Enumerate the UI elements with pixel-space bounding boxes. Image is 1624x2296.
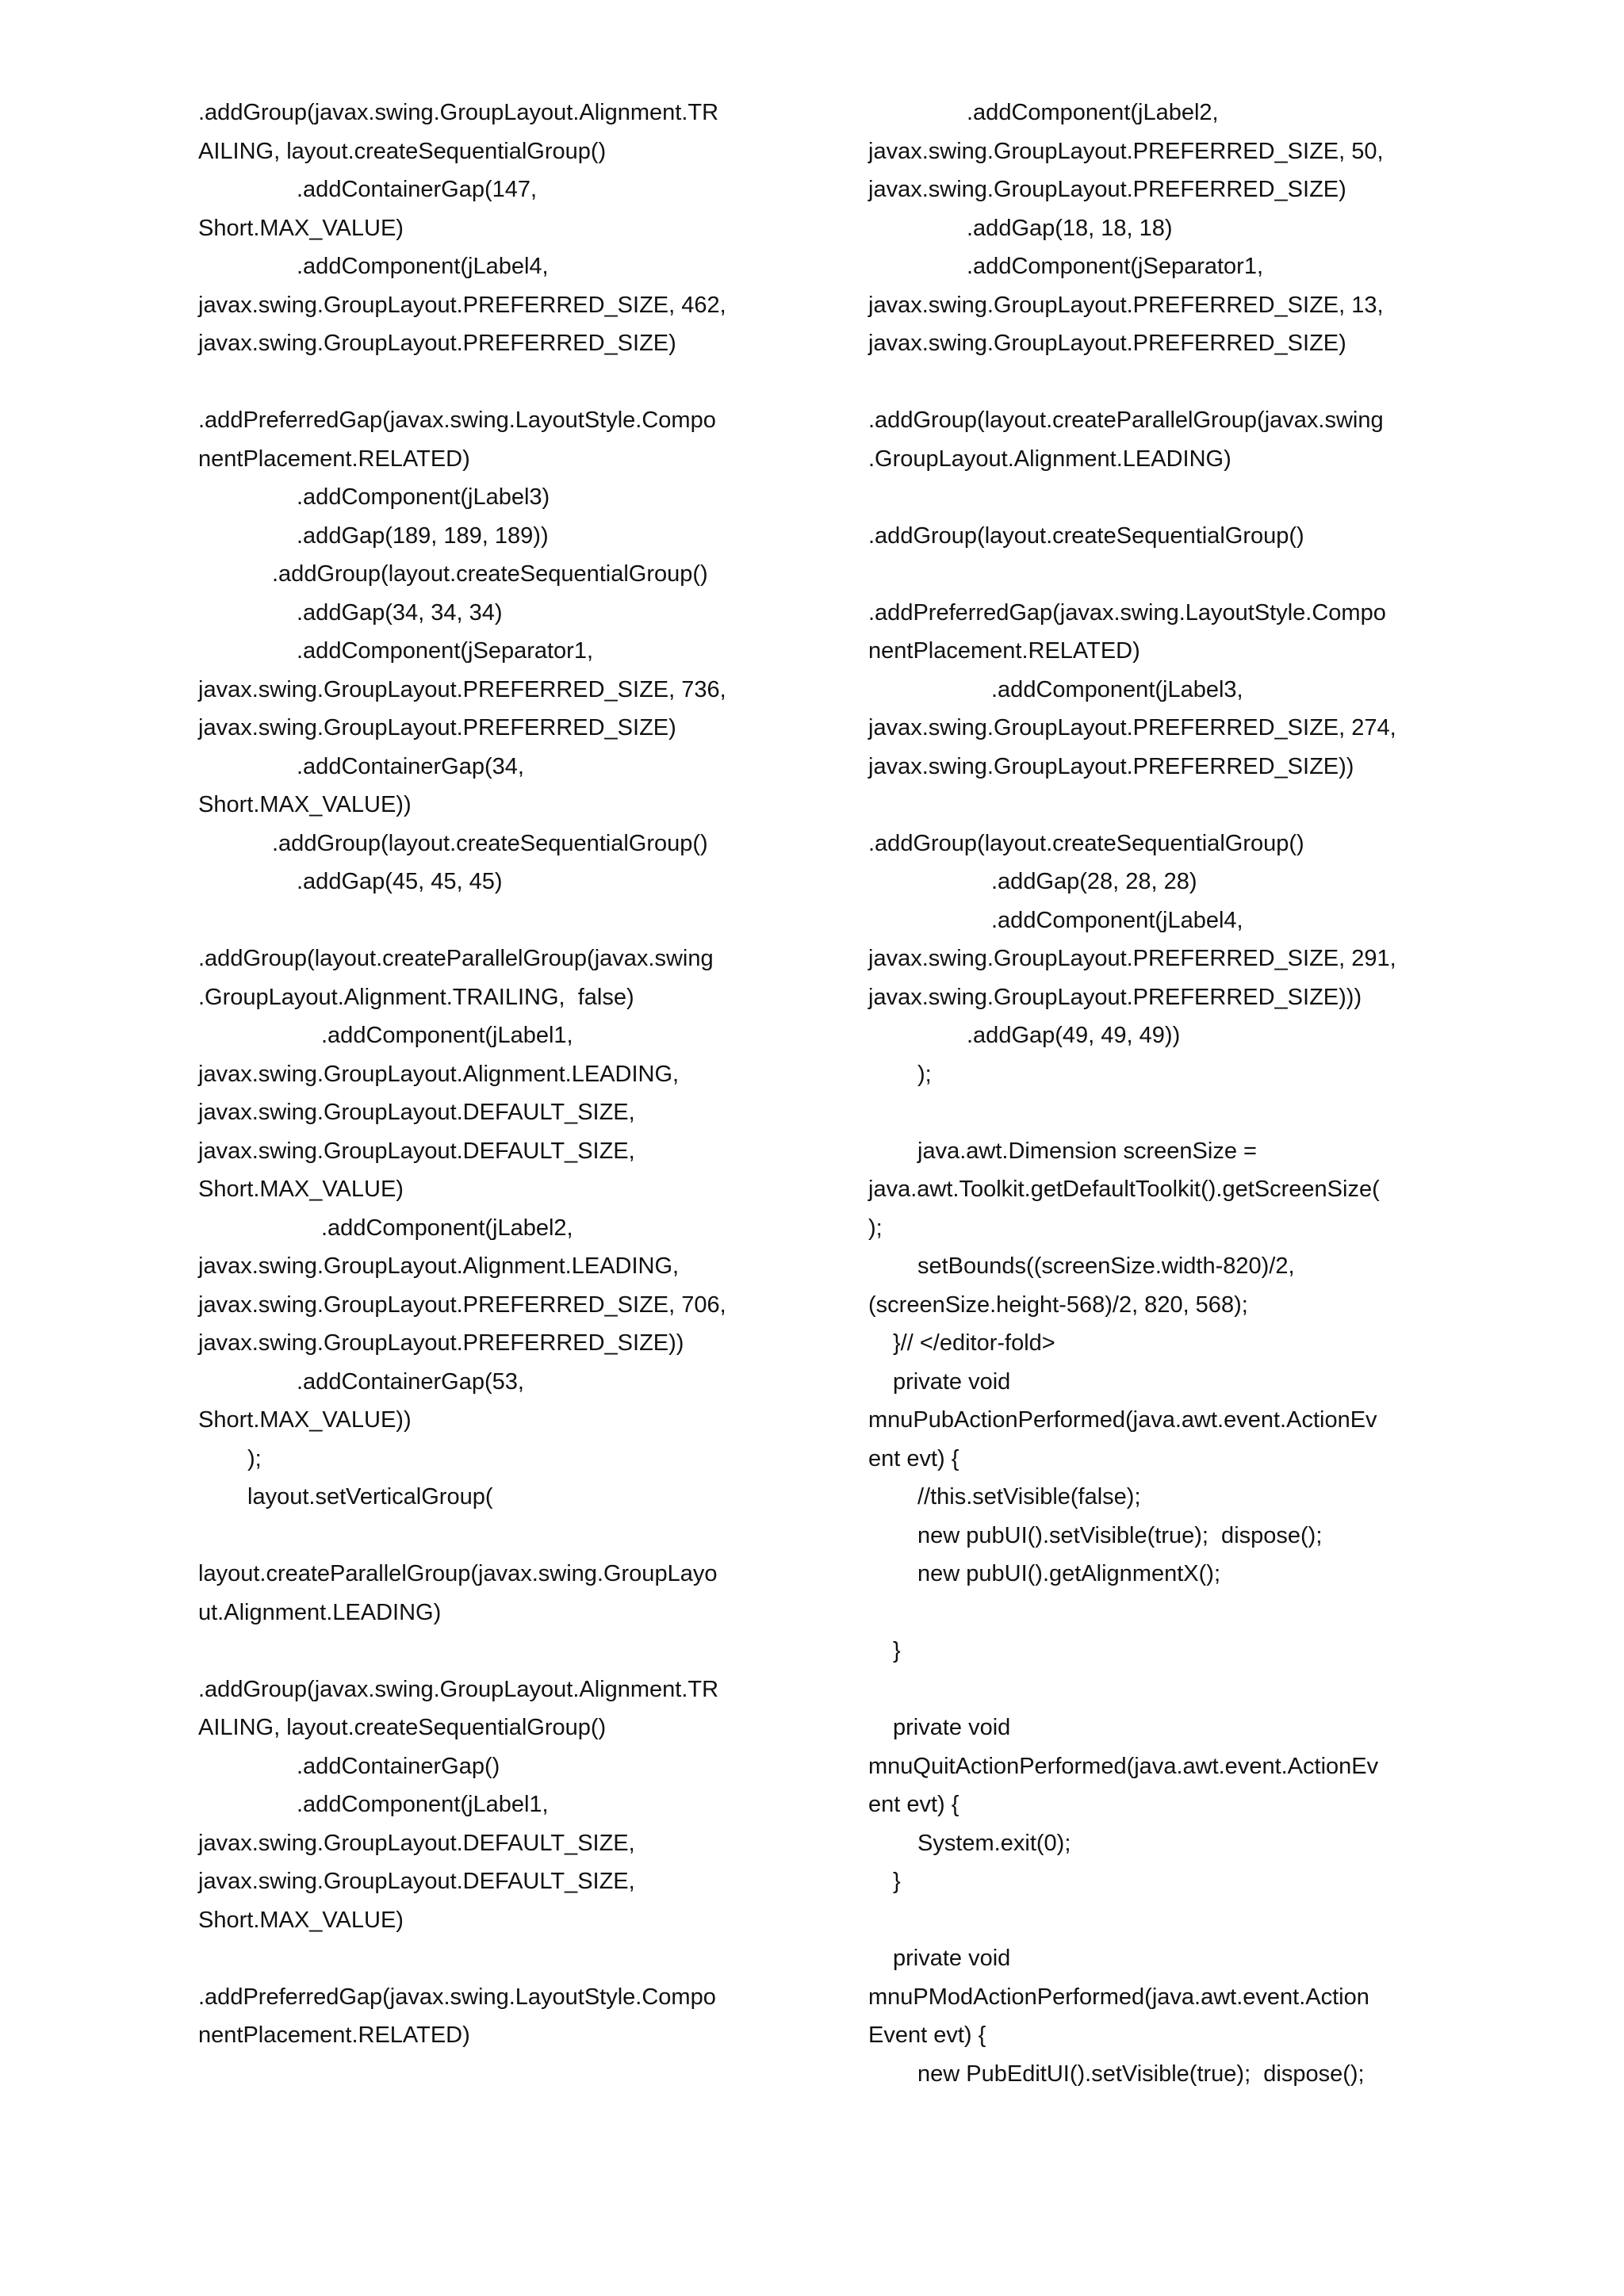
code-line: private void bbox=[893, 1946, 1011, 1971]
code-line: mnuPModActionPerformed(java.awt.event.Action bbox=[868, 1984, 1369, 2010]
code-line: javax.swing.GroupLayout.PREFERRED_SIZE, 736, bbox=[198, 676, 726, 702]
code-line: javax.swing.GroupLayout.Alignment.LEADING, bbox=[198, 1061, 680, 1087]
code-line: layout.setVerticalGroup( bbox=[247, 1484, 493, 1510]
code-line: .addGap(34, 34, 34) bbox=[297, 599, 503, 626]
code-line: new pubUI().getAlignmentX(); bbox=[917, 1561, 1220, 1586]
code-line: .addContainerGap(147, bbox=[297, 177, 538, 202]
code-line bbox=[868, 786, 1455, 825]
code-line: javax.swing.GroupLayout.DEFAULT_SIZE, bbox=[198, 1869, 635, 1894]
code-line: .addGap(28, 28, 28) bbox=[991, 869, 1197, 894]
code-line: .addComponent(jSeparator1, bbox=[297, 638, 594, 664]
code-line: javax.swing.GroupLayout.PREFERRED_SIZE)) bbox=[868, 753, 1354, 779]
code-line: }// </editor-fold> bbox=[893, 1330, 1055, 1356]
code-line: System.exit(0); bbox=[917, 1830, 1071, 1856]
code-line: .addPreferredGap(javax.swing.LayoutStyle.Compo bbox=[868, 599, 1386, 626]
code-line: javax.swing.GroupLayout.DEFAULT_SIZE, bbox=[198, 1830, 635, 1856]
code-line: ent evt) { bbox=[868, 1792, 959, 1817]
code-line bbox=[868, 478, 1455, 517]
code-line: nentPlacement.RELATED) bbox=[868, 638, 1140, 664]
code-line: javax.swing.GroupLayout.PREFERRED_SIZE, 13, bbox=[868, 292, 1384, 318]
code-line: .addComponent(jLabel4, bbox=[991, 907, 1243, 933]
code-line: Short.MAX_VALUE)) bbox=[198, 792, 412, 817]
code-line: ); bbox=[917, 1061, 932, 1087]
code-line: .addContainerGap() bbox=[297, 1753, 500, 1779]
code-line: ); bbox=[868, 1215, 883, 1241]
code-line: .addGroup(layout.createSequentialGroup() bbox=[272, 561, 708, 587]
right-code-column bbox=[868, 94, 1455, 2093]
code-line bbox=[198, 1939, 785, 1978]
code-line: } bbox=[893, 1638, 901, 1663]
code-line: .addComponent(jSeparator1, bbox=[967, 254, 1264, 279]
code-line bbox=[198, 1632, 785, 1670]
code-line: .addGap(18, 18, 18) bbox=[967, 215, 1173, 241]
code-line: javax.swing.GroupLayout.PREFERRED_SIZE, 50, bbox=[868, 138, 1384, 164]
code-line bbox=[198, 363, 785, 402]
code-line: .addComponent(jLabel2, bbox=[967, 100, 1219, 125]
code-line bbox=[198, 901, 785, 940]
code-line bbox=[868, 1670, 1455, 1709]
code-line: setBounds((screenSize.width-820)/2, bbox=[917, 1253, 1295, 1279]
code-line: .addGap(189, 189, 189)) bbox=[297, 522, 549, 549]
code-line: javax.swing.GroupLayout.PREFERRED_SIZE, 706, bbox=[198, 1292, 726, 1318]
code-line: .addGroup(layout.createSequentialGroup() bbox=[272, 830, 708, 856]
code-line: AILING, layout.createSequentialGroup() bbox=[198, 1715, 607, 1740]
code-line: .GroupLayout.Alignment.LEADING) bbox=[868, 446, 1231, 472]
left-code-column bbox=[198, 94, 785, 2055]
code-line: .addGroup(javax.swing.GroupLayout.Alignment.TR bbox=[198, 100, 719, 125]
code-line: .addPreferredGap(javax.swing.LayoutStyle.Compo bbox=[198, 1984, 716, 2010]
code-line: .addGroup(layout.createParallelGroup(javax.swing bbox=[868, 408, 1384, 433]
code-line: .addGroup(javax.swing.GroupLayout.Alignment.TR bbox=[198, 1676, 719, 1702]
code-line bbox=[868, 1901, 1455, 1940]
code-line: layout.createParallelGroup(javax.swing.GroupLayo bbox=[198, 1561, 718, 1586]
code-line: .addGroup(layout.createParallelGroup(javax.swing bbox=[198, 946, 714, 971]
code-line: AILING, layout.createSequentialGroup() bbox=[198, 138, 607, 164]
code-line: javax.swing.GroupLayout.PREFERRED_SIZE, 291, bbox=[868, 946, 1396, 971]
code-line: javax.swing.GroupLayout.DEFAULT_SIZE, bbox=[198, 1138, 635, 1164]
code-line: .addPreferredGap(javax.swing.LayoutStyle.Compo bbox=[198, 408, 716, 433]
code-line: private void bbox=[893, 1368, 1011, 1395]
code-line: Short.MAX_VALUE)) bbox=[198, 1407, 412, 1433]
code-line: mnuQuitActionPerformed(java.awt.event.ActionEv bbox=[868, 1753, 1379, 1779]
code-line: mnuPubActionPerformed(java.awt.event.ActionEv bbox=[868, 1407, 1377, 1433]
code-line: Event evt) { bbox=[868, 2022, 986, 2048]
code-line: .addComponent(jLabel4, bbox=[297, 254, 549, 279]
code-line: javax.swing.GroupLayout.PREFERRED_SIZE))) bbox=[868, 984, 1362, 1010]
code-line bbox=[868, 1594, 1455, 1632]
code-line: javax.swing.GroupLayout.PREFERRED_SIZE, 274, bbox=[868, 715, 1396, 740]
code-line: javax.swing.GroupLayout.PREFERRED_SIZE) bbox=[868, 331, 1346, 356]
code-line: .addGap(49, 49, 49)) bbox=[967, 1023, 1181, 1048]
code-line: ); bbox=[247, 1445, 262, 1471]
code-line: } bbox=[893, 1869, 901, 1894]
code-line: javax.swing.GroupLayout.Alignment.LEADING, bbox=[198, 1253, 680, 1279]
code-line: private void bbox=[893, 1715, 1011, 1740]
code-line: .addComponent(jLabel3, bbox=[991, 676, 1243, 702]
code-line: nentPlacement.RELATED) bbox=[198, 2022, 470, 2048]
code-line: .addGroup(layout.createSequentialGroup() bbox=[868, 522, 1304, 549]
code-line bbox=[198, 1517, 785, 1556]
code-line: Short.MAX_VALUE) bbox=[198, 1177, 404, 1202]
code-line: .addContainerGap(53, bbox=[297, 1368, 524, 1395]
code-line: javax.swing.GroupLayout.PREFERRED_SIZE) bbox=[198, 331, 676, 356]
code-line: .addGap(45, 45, 45) bbox=[297, 869, 503, 894]
code-line: ent evt) { bbox=[868, 1445, 959, 1471]
code-line: javax.swing.GroupLayout.PREFERRED_SIZE, 462, bbox=[198, 292, 726, 318]
code-line: .addComponent(jLabel1, bbox=[297, 1792, 549, 1817]
code-line: java.awt.Dimension screenSize = bbox=[917, 1138, 1257, 1164]
code-line bbox=[868, 1093, 1455, 1132]
code-line: javax.swing.GroupLayout.PREFERRED_SIZE) bbox=[868, 177, 1346, 202]
code-line: .addGroup(layout.createSequentialGroup() bbox=[868, 830, 1304, 856]
code-line: javax.swing.GroupLayout.PREFERRED_SIZE) bbox=[198, 715, 676, 740]
code-line: new pubUI().setVisible(true); dispose(); bbox=[917, 1522, 1323, 1548]
code-line: .addComponent(jLabel3) bbox=[297, 484, 550, 510]
code-line bbox=[868, 363, 1455, 402]
code-line: //this.setVisible(false); bbox=[917, 1484, 1141, 1510]
code-line: new PubEditUI().setVisible(true); dispose(); bbox=[917, 2061, 1365, 2087]
code-line: javax.swing.GroupLayout.PREFERRED_SIZE)) bbox=[198, 1330, 684, 1356]
code-line: nentPlacement.RELATED) bbox=[198, 446, 470, 472]
code-line: .addComponent(jLabel1, bbox=[321, 1023, 573, 1048]
code-line: .addContainerGap(34, bbox=[297, 753, 524, 779]
code-line: (screenSize.height-568)/2, 820, 568); bbox=[868, 1292, 1248, 1318]
code-line bbox=[868, 555, 1455, 594]
code-line: javax.swing.GroupLayout.DEFAULT_SIZE, bbox=[198, 1100, 635, 1125]
code-line: ut.Alignment.LEADING) bbox=[198, 1599, 442, 1625]
code-line: Short.MAX_VALUE) bbox=[198, 215, 404, 241]
code-line: java.awt.Toolkit.getDefaultToolkit().getScreenSize( bbox=[868, 1177, 1380, 1202]
code-line: Short.MAX_VALUE) bbox=[198, 1907, 404, 1933]
code-line: .addComponent(jLabel2, bbox=[321, 1215, 573, 1241]
code-line: .GroupLayout.Alignment.TRAILING, false) bbox=[198, 984, 634, 1010]
